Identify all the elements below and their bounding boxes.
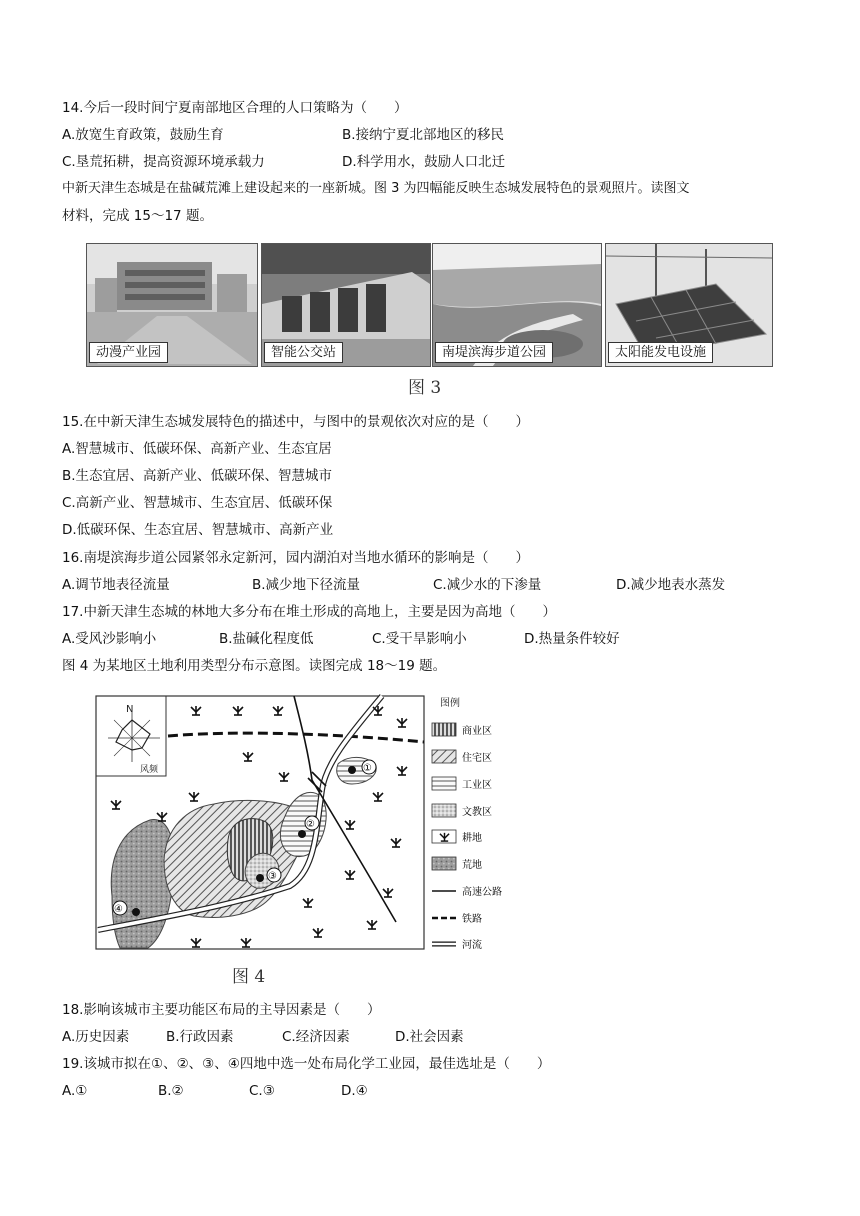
- q14-option-b: B.接纳宁夏北部地区的移民: [342, 127, 505, 143]
- q15-option-d: D.低碳环保、生态宜居、智慧城市、高新产业: [62, 522, 334, 538]
- svg-text:④: ④: [114, 904, 123, 915]
- intro-15-17-line2: 材料，完成 15～17 题。: [62, 208, 213, 224]
- intro-15-17-line1: 中新天津生态城是在盐碱荒滩上建设起来的一座新城。图 3 为四幅能反映生态城发展特色的景观照片。读图文: [62, 181, 690, 196]
- svg-text:②: ②: [306, 819, 315, 830]
- map-legend: [432, 696, 502, 951]
- q15-option-a: A.智慧城市、低碳环保、高新产业、生态宜居: [62, 441, 332, 457]
- legend-title: 图例: [440, 698, 460, 709]
- legend-commercial: 商业区: [462, 726, 492, 737]
- legend-residential: 住宅区: [462, 753, 492, 764]
- photo-animation-park: [86, 243, 258, 367]
- legend-industrial: 工业区: [462, 780, 492, 791]
- photo-caption-4: 太阳能发电设施: [608, 342, 713, 363]
- q14-option-c: C.垦荒拓耕，提高资源环境承载力: [62, 154, 265, 170]
- q15-option-b: B.生态宜居、高新产业、低碳环保、智慧城市: [62, 468, 333, 484]
- q16-option-b: B.减少地下径流量: [252, 577, 361, 593]
- q14-stem: 14.今后一段时间宁夏南部地区合理的人口策略为（ ）: [62, 100, 408, 116]
- photo-solar-facility: [605, 243, 773, 367]
- q15-option-c: C.高新产业、智慧城市、生态宜居、低碳环保: [62, 495, 333, 511]
- q16-option-a: A.调节地表径流量: [62, 577, 170, 593]
- q18-option-d: D.社会因素: [395, 1029, 464, 1045]
- photo-seaside-park: [432, 243, 602, 367]
- q19-option-a: A.①: [62, 1083, 88, 1099]
- q19-option-b: B.②: [158, 1083, 184, 1099]
- q19-stem: 19.该城市拟在①、②、③、④四地中选一处布局化学工业园，最佳选址是（ ）: [62, 1056, 551, 1072]
- intro-18-19: 图 4 为某地区土地利用类型分布示意图。读图完成 18～19 题。: [62, 658, 447, 674]
- q16-stem: 16.南堤滨海步道公园紧邻永定新河，园内湖泊对当地水循环的影响是（ ）: [62, 550, 529, 566]
- figure-4-caption: 图 4: [232, 967, 266, 987]
- legend-wasteland: 荒地: [462, 860, 482, 871]
- q18-option-c: C.经济因素: [282, 1029, 350, 1045]
- q14-option-a: A.放宽生育政策，鼓励生育: [62, 127, 224, 143]
- legend-highway: 高速公路: [462, 887, 502, 898]
- q17-option-d: D.热量条件较好: [524, 631, 620, 647]
- q16-option-d: D.减少地表水蒸发: [616, 577, 726, 593]
- legend-railway: 铁路: [462, 914, 482, 925]
- svg-text:①: ①: [363, 763, 372, 774]
- q18-option-b: B.行政因素: [166, 1029, 234, 1045]
- q14-option-d: D.科学用水，鼓励人口北迁: [342, 154, 506, 170]
- q17-option-b: B.盐碱化程度低: [219, 631, 314, 647]
- q18-stem: 18.影响该城市主要功能区布局的主导因素是（ ）: [62, 1002, 381, 1018]
- q17-option-c: C.受干旱影响小: [372, 631, 467, 647]
- svg-text:③: ③: [268, 871, 277, 882]
- q16-option-c: C.减少水的下渗量: [433, 577, 542, 593]
- photo-caption-2: 智能公交站: [264, 342, 343, 363]
- legend-education: 文教区: [462, 807, 492, 818]
- windrose-label: 风频: [140, 765, 159, 775]
- q17-stem: 17.中新天津生态城的林地大多分布在堆土形成的高地上，主要是因为高地（ ）: [62, 604, 556, 620]
- figure-3-caption: 图 3: [408, 378, 442, 398]
- q18-option-a: A.历史因素: [62, 1029, 130, 1045]
- q19-option-c: C.③: [249, 1083, 275, 1099]
- figure-4-map: [90, 690, 510, 960]
- q19-option-d: D.④: [341, 1083, 368, 1099]
- legend-cropland: 耕地: [462, 833, 482, 844]
- legend-river: 河流: [462, 940, 482, 951]
- photo-caption-3: 南堤滨海步道公园: [435, 342, 553, 363]
- q17-option-a: A.受风沙影响小: [62, 631, 157, 647]
- photo-caption-1: 动漫产业园: [89, 342, 168, 363]
- q15-stem: 15.在中新天津生态城发展特色的描述中，与图中的景观依次对应的是（ ）: [62, 414, 529, 430]
- north-label: N: [126, 704, 134, 715]
- photo-smart-bus-stop: [261, 243, 431, 367]
